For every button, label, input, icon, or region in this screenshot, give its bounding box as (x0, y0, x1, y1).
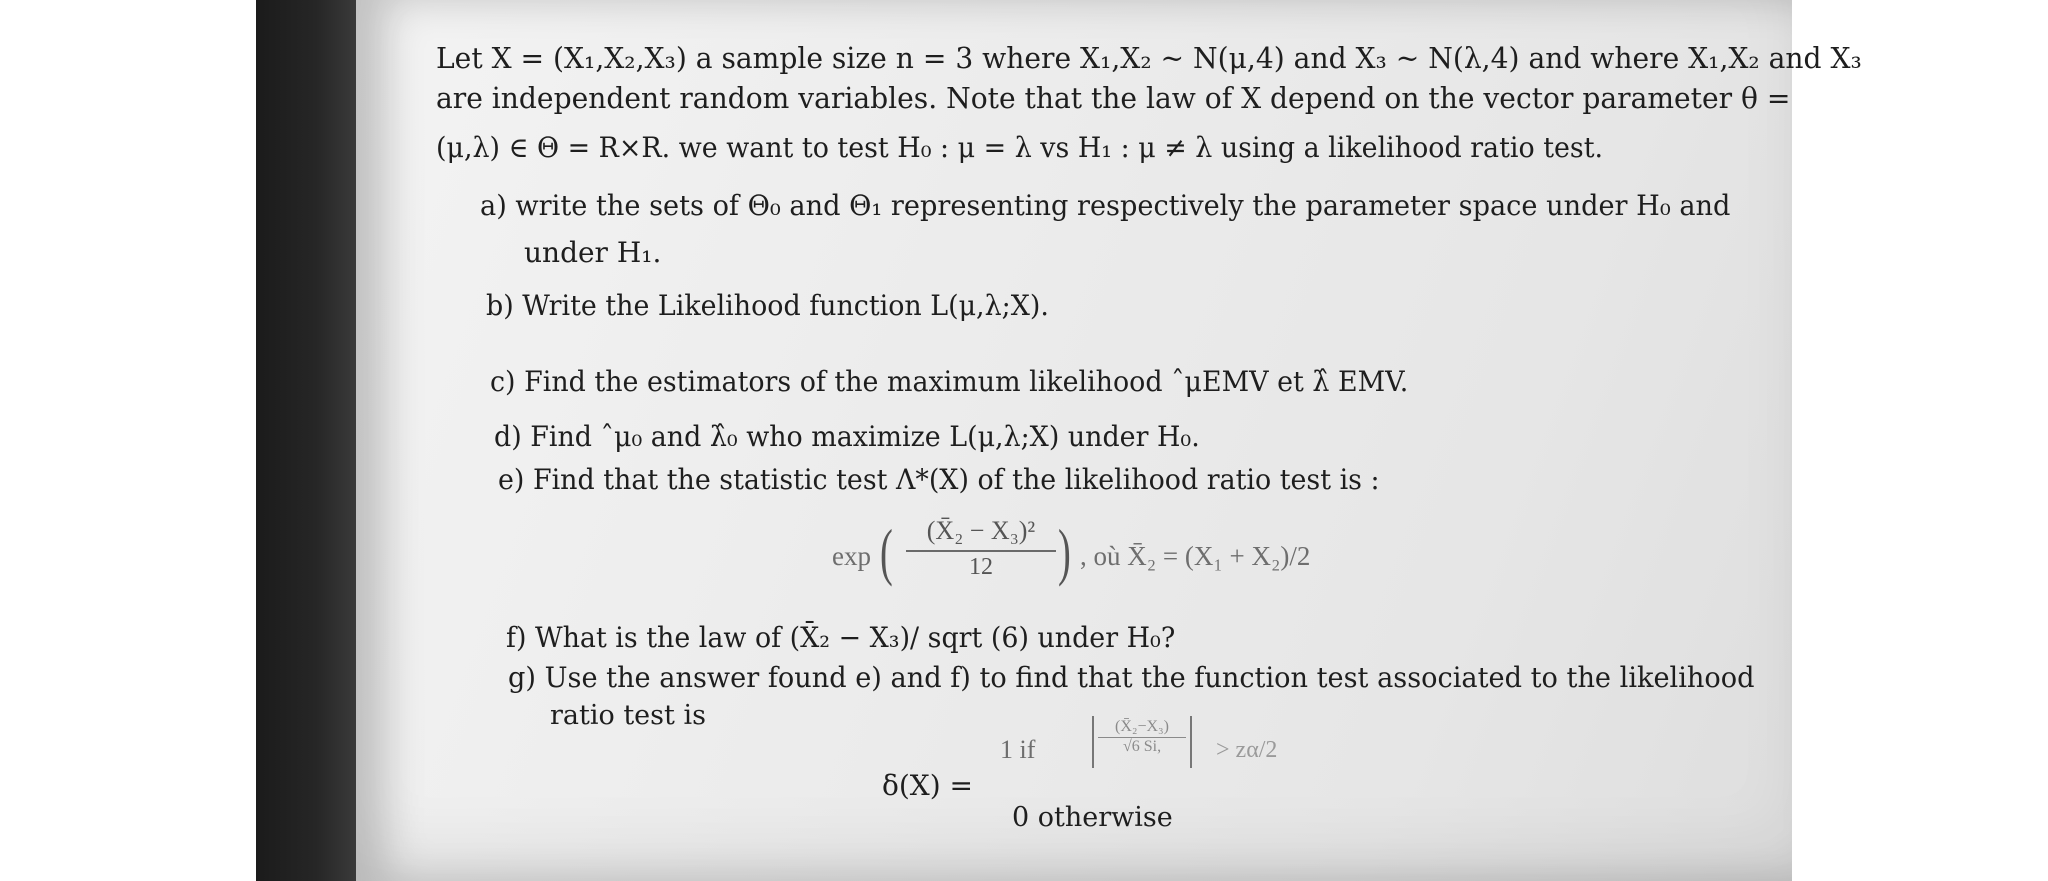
formula-g-abs-left (1092, 716, 1094, 768)
question-e: e) Find that the statistic test Λ*(X) of the likelihood ratio test is : (498, 463, 1380, 496)
formula-e-right-paren: ) (1058, 516, 1071, 587)
formula-g-one-if: 1 if (1000, 735, 1036, 764)
formula-g-fraction (1098, 718, 1186, 762)
question-a-line-2: under H₁. (524, 236, 662, 269)
formula-g-abs-right (1190, 716, 1192, 768)
formula-g-otherwise: 0 otherwise (1012, 802, 1173, 833)
formula-e-denominator: 12 (969, 554, 993, 580)
formula-g-comparison: > zα/2 (1216, 737, 1278, 763)
intro-line-3: (μ,λ) ∈ Θ = R×R. we want to test H₀ : μ = λ vs H₁ : μ ≠ λ using a likelihood ratio test. (436, 131, 1604, 164)
formula-e-fraction-bar (906, 550, 1056, 552)
right-margin (1792, 0, 2048, 881)
intro-line-2: are independent random variables. Note that the law of X depend on the vector parameter θ = (436, 81, 1791, 115)
question-g-line-2: ratio test is (550, 700, 706, 731)
question-d: d) Find ˆμ₀ and λ̂₀ who maximize L(μ,λ;X) under H₀. (494, 420, 1200, 453)
question-f: f) What is the law of (X̄₂ − X₃)/ sqrt (6) under H₀? (506, 621, 1176, 654)
left-margin (0, 0, 256, 881)
question-g-line-1: g) Use the answer found e) and f) to find that the function test associated to the likelihood (508, 661, 1755, 694)
question-b: b) Write the Likelihood function L(μ,λ;X). (486, 289, 1049, 322)
intro-line-1: Let X = (X₁,X₂,X₃) a sample size n = 3 where X₁,X₂ ~ N(μ,4) and X₃ ~ N(λ,4) and where X₁,X₂ and X₃ (436, 41, 1862, 75)
formula-g-delta: δ(X) = (882, 769, 973, 802)
formula-g-numerator: (X̄₂−X₃) (1115, 718, 1169, 735)
dark-background-band (256, 0, 356, 881)
formula-e-exp: exp (832, 541, 871, 571)
formula-e-definition: , où X̄₂ = (X₁ + X₂)/2 (1080, 541, 1311, 571)
question-c: c) Find the estimators of the maximum likelihood ˆμEMV et λ̂ EMV. (490, 365, 1409, 398)
formula-g-denominator: √6 Si, (1122, 738, 1162, 755)
formula-e-left-paren: ( (880, 516, 893, 587)
formula-e-numerator: (X̄₂ − X₃)² (926, 516, 1036, 545)
question-a-line-1: a) write the sets of Θ₀ and Θ₁ representing respectively the parameter space under H₀ and (480, 189, 1731, 222)
formula-e-fraction (906, 516, 1056, 586)
